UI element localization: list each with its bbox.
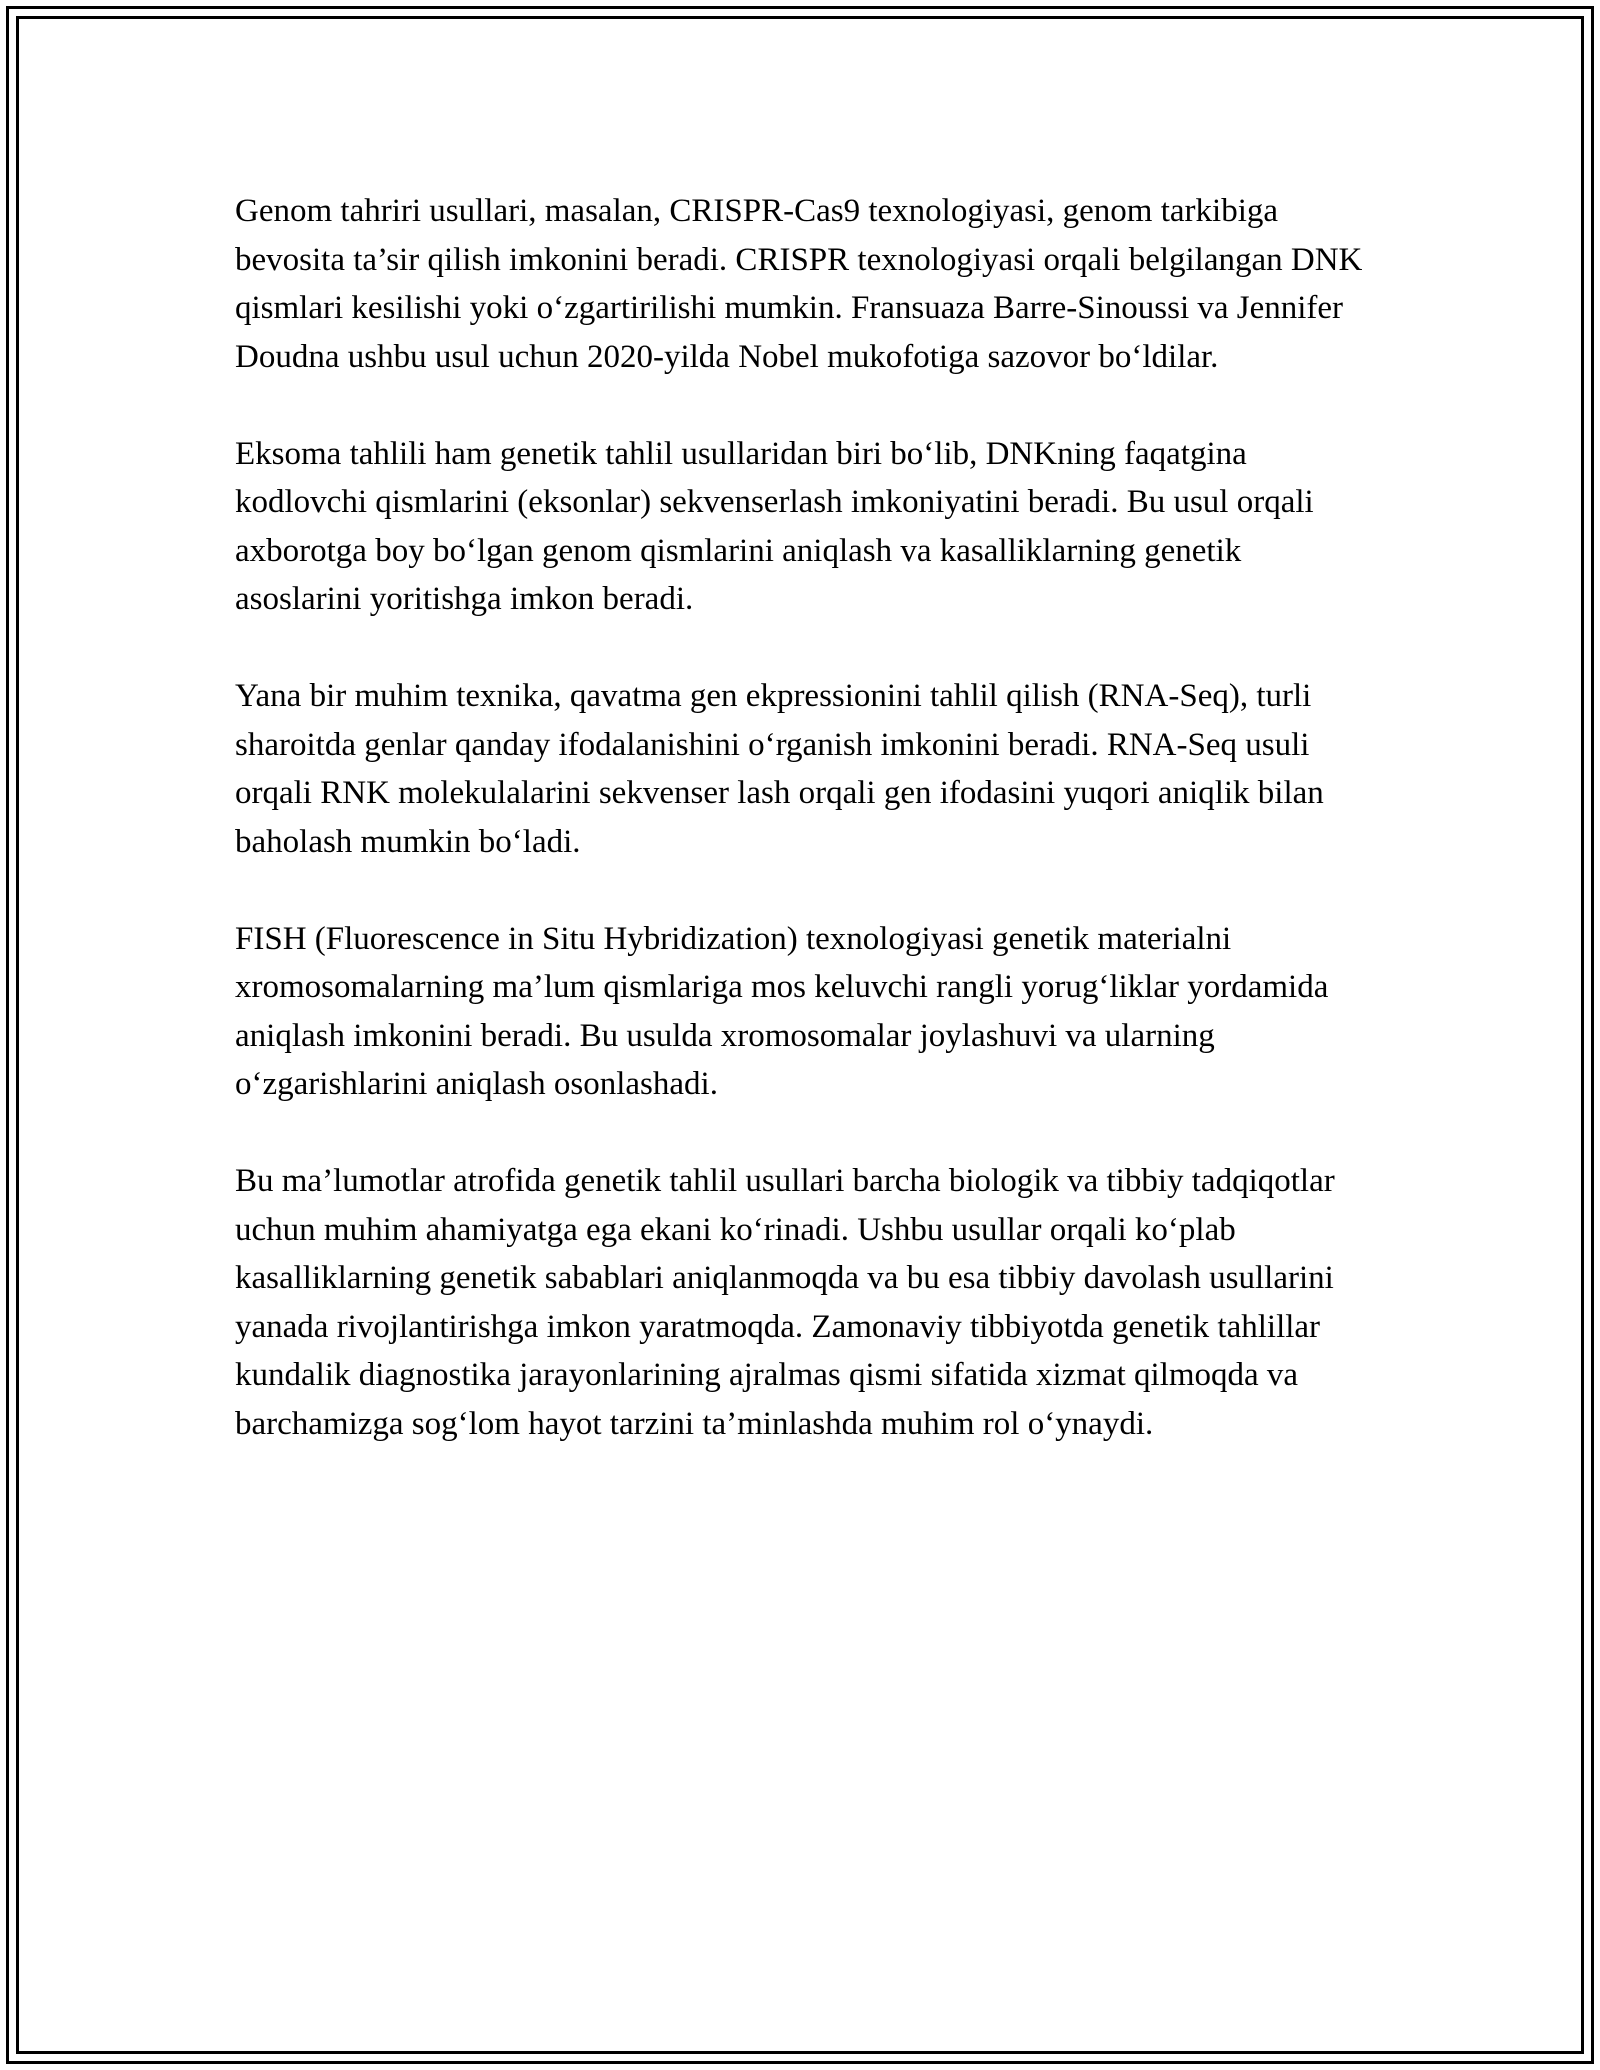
- paragraph-genome-editing: Genom tahriri usullari, masalan, CRISPR-Cas9 texnologiyasi, genom tarkibiga bevosita ta’sir qilish imkonini beradi. CRISPR texnologiyasi orqali belgilangan DNK qismlari kesilishi yoki o‘zgartirilishi mumkin. Fransuaza Barre-Sinoussi va Jennifer Doudna ushbu usul uchun 2020-yilda Nobel mukofotiga sazovor bo‘ldilar.: [235, 193, 1363, 375]
- document-body: [235, 187, 1370, 1448]
- paragraph-fish: FISH (Fluorescence in Situ Hybridization) texnologiyasi genetik materialni xromosomalarning ma’lum qismlariga mos keluvchi rangli yorug‘liklar yordamida aniqlash imkonini beradi. Bu usulda xromosomalar joylashuvi va ularning o‘zgarishlarini aniqlash osonlashadi.: [235, 920, 1329, 1102]
- paragraph-exome-analysis: Eksoma tahlili ham genetik tahlil usullaridan biri bo‘lib, DNKning faqatgina kodlovchi qismlarini (eksonlar) sekvenserlash imkoniyatini beradi. Bu usul orqali axborotga boy bo‘lgan genom qismlarini aniqlash va kasalliklarning genetik asoslarini yoritishga imkon beradi.: [235, 435, 1314, 617]
- paragraph-conclusion: Bu ma’lumotlar atrofida genetik tahlil usullari barcha biologik va tibbiy tadqiqotlar uchun muhim ahamiyatga ega ekani ko‘rinadi. Ushbu usullar orqali ko‘plab kasalliklarning genetik sabablari aniqlanmoqda va bu esa tibbiy davolash usullarini yanada rivojlantirishga imkon yaratmoqda. Zamonaviy tibbiyotda genetik tahlillar kundalik diagnostika jarayonlarining ajralmas qismi sifatida xizmat qilmoqda va barchamizga sog‘lom hayot tarzini ta’minlashda muhim rol o‘ynaydi.: [235, 1163, 1335, 1442]
- paragraph-rna-seq: Yana bir muhim texnika, qavatma gen ekpressionini tahlil qilish (RNA-Seq), turli sharoitda genlar qanday ifodalanishini o‘rganish imkonini beradi. RNA-Seq usuli orqali RNK molekulalarini sekvenser lash orqali gen ifodasini yuqori aniqlik bilan baholash mumkin bo‘ladi.: [235, 678, 1324, 860]
